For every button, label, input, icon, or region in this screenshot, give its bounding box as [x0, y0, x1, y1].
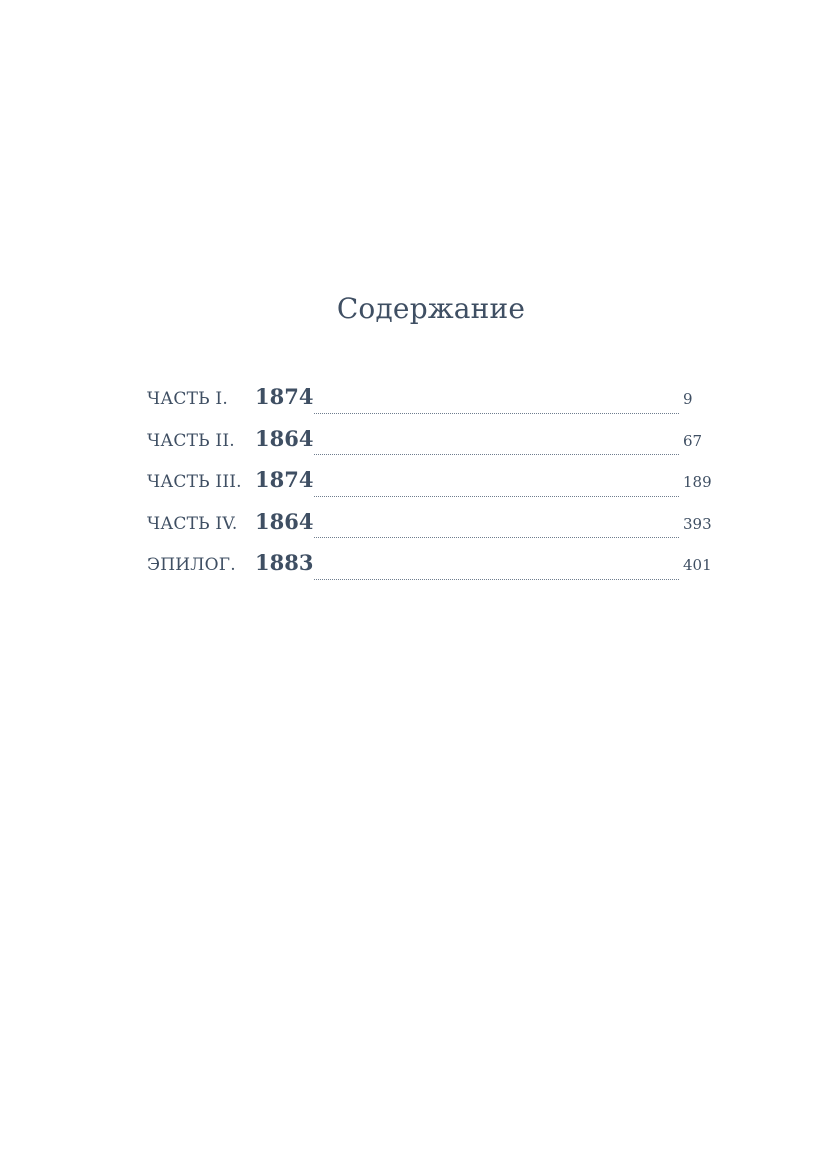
toc-part-label: ЭПИЛОГ.	[147, 555, 236, 576]
table-of-contents	[147, 384, 713, 592]
toc-year: 1874	[255, 384, 314, 409]
toc-entry-part-3[interactable]	[147, 467, 713, 509]
dot-leader	[314, 536, 679, 538]
dot-leader	[314, 412, 679, 414]
toc-page-number: 189	[683, 473, 712, 492]
toc-entry-part-2[interactable]	[147, 426, 713, 468]
toc-entry-part-1[interactable]	[147, 384, 713, 426]
toc-part-label: ЧАСТЬ II.	[147, 430, 235, 451]
toc-entry-epilogue[interactable]	[147, 550, 713, 592]
toc-year: 1883	[255, 550, 314, 576]
toc-page-number: 393	[683, 514, 712, 533]
toc-part-label: ЧАСТЬ I.	[147, 389, 228, 409]
toc-year: 1874	[255, 467, 314, 493]
toc-page-number: 67	[683, 431, 703, 450]
toc-part-label: ЧАСТЬ IV.	[147, 513, 238, 534]
toc-entry-part-4[interactable]	[147, 509, 713, 551]
dot-leader	[314, 495, 679, 497]
page-title: Содержание	[336, 292, 526, 325]
dot-leader	[314, 578, 679, 580]
toc-page-number: 9	[683, 390, 693, 408]
dot-leader	[314, 453, 679, 455]
toc-year: 1864	[255, 508, 314, 534]
toc-part-label: ЧАСТЬ III.	[147, 472, 242, 493]
toc-page-number: 401	[683, 556, 712, 575]
toc-year: 1864	[255, 425, 314, 451]
